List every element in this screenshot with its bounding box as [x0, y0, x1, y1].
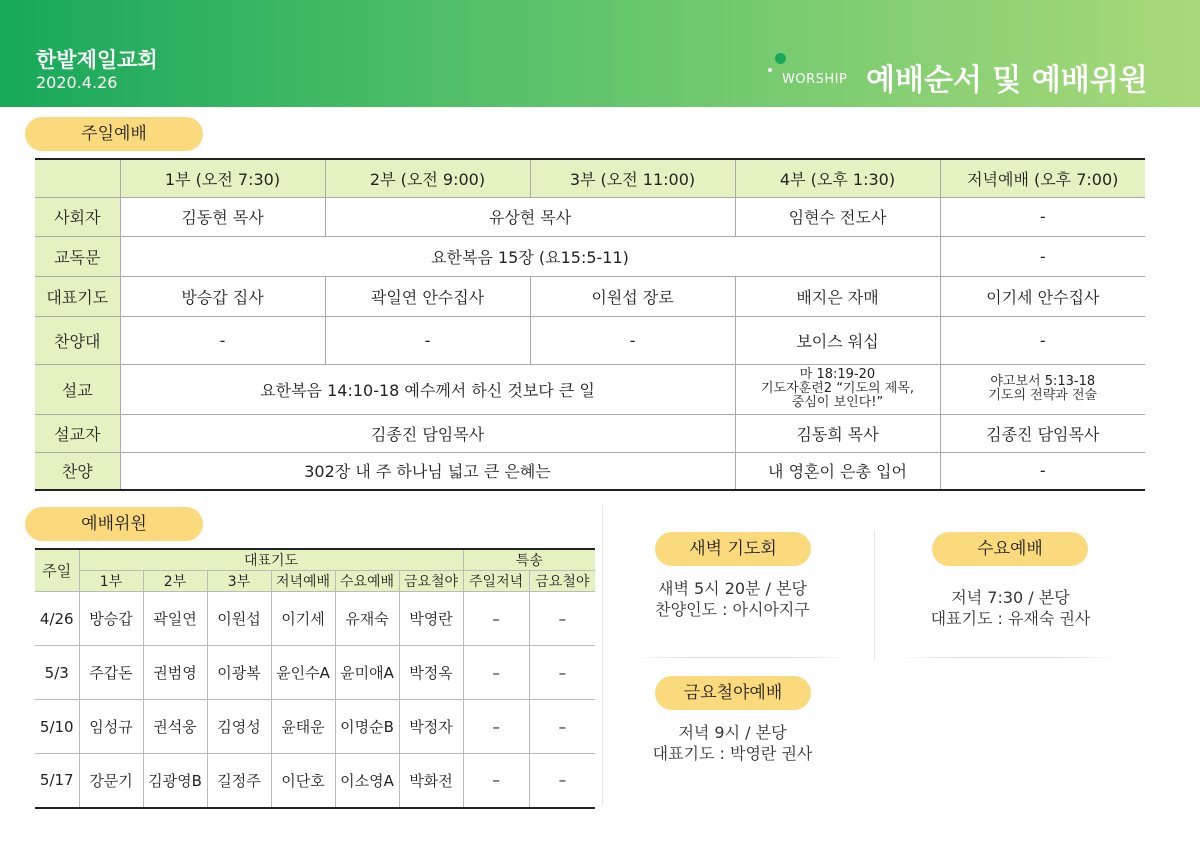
table-cell: - — [325, 316, 530, 364]
header-cell: 수요예배 — [335, 571, 399, 592]
info-line: 저녁 9시 / 본당 — [678, 723, 787, 742]
table-cell: 권범영 — [143, 646, 207, 700]
table-cell: 김종진 담임목사 — [940, 414, 1145, 452]
table-cell: 김종진 담임목사 — [120, 414, 735, 452]
table-row — [35, 754, 595, 808]
table-row — [35, 646, 595, 700]
dawn-prayer-title: 새벽 기도회 — [655, 532, 811, 566]
table-cell: 곽일연 안수집사 — [325, 276, 530, 316]
page-title: 예배순서 및 예배위원 — [866, 63, 1148, 98]
sunday-worship-table — [35, 158, 1145, 491]
row-label: 사회자 — [35, 197, 120, 236]
table-cell: 윤태운 — [271, 700, 335, 754]
dot-icon — [768, 68, 772, 72]
table-cell: 배지은 자매 — [735, 276, 940, 316]
table-cell: 이기세 안수집사 — [940, 276, 1145, 316]
table-cell: – — [529, 646, 595, 700]
table-cell: 임현수 전도사 — [735, 197, 940, 236]
table-cell: 이단호 — [271, 754, 335, 808]
wednesday-worship-info — [893, 587, 1128, 629]
divider — [602, 505, 603, 805]
table-cell: – — [463, 700, 529, 754]
header-cell-blank — [35, 159, 120, 197]
table-cell: 이원섭 장로 — [530, 276, 735, 316]
table-cell: 요한복음 15장 (요15:5-11) — [120, 236, 940, 276]
table-cell: – — [529, 592, 595, 646]
table-cell: – — [529, 754, 595, 808]
header-cell: 금요철야 — [529, 571, 595, 592]
table-cell: 임성규 — [79, 700, 143, 754]
table-row — [35, 276, 1145, 316]
table-cell: 5/17 — [35, 754, 79, 808]
table-header-row — [35, 549, 595, 571]
friday-worship-info — [615, 722, 850, 764]
table-cell: - — [530, 316, 735, 364]
table-cell: 방승갑 집사 — [120, 276, 325, 316]
table-cell: 5/10 — [35, 700, 79, 754]
header-cell: 저녁예배 — [271, 571, 335, 592]
table-cell: 방승갑 — [79, 592, 143, 646]
table-row — [35, 452, 1145, 490]
info-line: 새벽 5시 20분 / 본당 — [657, 579, 807, 598]
row-label: 대표기도 — [35, 276, 120, 316]
info-line: 대표기도 : 유재숙 권사 — [930, 609, 1091, 628]
section-title-members: 예배위원 — [25, 507, 203, 541]
divider — [874, 530, 875, 660]
table-cell: 윤인수A — [271, 646, 335, 700]
table-cell: 유상현 목사 — [325, 197, 735, 236]
row-label: 설교 — [35, 364, 120, 414]
table-cell: 윤미애A — [335, 646, 399, 700]
header-cell: 저녁예배 (오후 7:00) — [940, 159, 1145, 197]
table-cell: - — [940, 316, 1145, 364]
table-cell: 유재숙 — [335, 592, 399, 646]
table-cell: 4/26 — [35, 592, 79, 646]
table-cell: – — [463, 646, 529, 700]
table-cell: 요한복음 14:10-18 예수께서 하신 것보다 큰 일 — [120, 364, 735, 414]
table-cell: 5/3 — [35, 646, 79, 700]
table-cell: 302장 내 주 하나님 넓고 큰 은혜는 — [120, 452, 735, 490]
table-row — [35, 414, 1145, 452]
header-cell: 2부 — [143, 571, 207, 592]
table-cell — [940, 364, 1145, 414]
table-cell: 길정주 — [207, 754, 271, 808]
table-row — [35, 364, 1145, 414]
table-cell: 이기세 — [271, 592, 335, 646]
table-row — [35, 592, 595, 646]
table-cell: - — [940, 236, 1145, 276]
table-cell: - — [120, 316, 325, 364]
table-cell: - — [940, 452, 1145, 490]
table-cell: – — [529, 700, 595, 754]
table-cell: 김동현 목사 — [120, 197, 325, 236]
info-line: 찬양인도 : 아시아지구 — [655, 600, 810, 619]
row-label: 설교자 — [35, 414, 120, 452]
table-cell: – — [463, 754, 529, 808]
sermon-line: 기도자훈련2 “기도의 제목, — [761, 381, 914, 396]
worship-members-table — [35, 548, 595, 809]
header-cell: 1부 — [79, 571, 143, 592]
table-cell: 박정자 — [399, 700, 463, 754]
table-row — [35, 700, 595, 754]
table-cell: 권석웅 — [143, 700, 207, 754]
header-cell: 4부 (오후 1:30) — [735, 159, 940, 197]
header-cell: 특송 — [463, 549, 595, 571]
sermon-line: 기도의 전략과 전술 — [988, 388, 1098, 403]
wednesday-worship-title: 수요예배 — [932, 532, 1088, 566]
header-cell: 2부 (오전 9:00) — [325, 159, 530, 197]
table-cell: 이소영A — [335, 754, 399, 808]
sermon-line: 야고보서 5:13-18 — [990, 374, 1096, 389]
header-cell: 1부 (오전 7:30) — [120, 159, 325, 197]
table-cell: 박정옥 — [399, 646, 463, 700]
bulletin-date: 2020.4.26 — [36, 73, 118, 92]
header-cell: 주일저녁 — [463, 571, 529, 592]
header-cell: 3부 — [207, 571, 271, 592]
table-cell — [735, 364, 940, 414]
table-cell: 김동희 목사 — [735, 414, 940, 452]
sermon-line: 중심이 보인다!” — [791, 395, 884, 410]
table-row — [35, 316, 1145, 364]
divider — [628, 657, 853, 658]
table-cell: 이원섭 — [207, 592, 271, 646]
table-cell: 이명순B — [335, 700, 399, 754]
row-label: 찬양대 — [35, 316, 120, 364]
table-row — [35, 236, 1145, 276]
table-cell: 보이스 워십 — [735, 316, 940, 364]
dawn-prayer-info — [615, 578, 850, 620]
info-line: 저녁 7:30 / 본당 — [951, 588, 1070, 607]
worship-label: WORSHIP — [782, 72, 848, 87]
table-cell: 곽일연 — [143, 592, 207, 646]
dot-icon — [775, 53, 786, 64]
info-line: 대표기도 : 박영란 권사 — [652, 744, 813, 763]
table-cell: – — [463, 592, 529, 646]
row-label: 교독문 — [35, 236, 120, 276]
row-label: 찬양 — [35, 452, 120, 490]
sermon-line: 마 18:19-20 — [799, 367, 876, 382]
friday-worship-title: 금요철야예배 — [655, 676, 811, 710]
table-header-row — [35, 571, 595, 592]
header-cell: 3부 (오전 11:00) — [530, 159, 735, 197]
table-cell: 강문기 — [79, 754, 143, 808]
header-cell: 금요철야 — [399, 571, 463, 592]
table-cell: - — [940, 197, 1145, 236]
table-cell: 내 영혼이 은총 입어 — [735, 452, 940, 490]
table-cell: 박영란 — [399, 592, 463, 646]
church-name: 한밭제일교회 — [36, 48, 158, 72]
table-cell: 김영성 — [207, 700, 271, 754]
header-cell: 대표기도 — [79, 549, 463, 571]
page-header — [0, 0, 1200, 107]
section-title-sunday: 주일예배 — [25, 117, 203, 151]
table-cell: 김광영B — [143, 754, 207, 808]
table-cell: 이광복 — [207, 646, 271, 700]
header-cell: 주일 — [35, 549, 79, 592]
table-header-row — [35, 159, 1145, 197]
table-cell: 주갑돈 — [79, 646, 143, 700]
table-row — [35, 197, 1145, 236]
table-cell: 박화전 — [399, 754, 463, 808]
divider — [895, 657, 1120, 658]
